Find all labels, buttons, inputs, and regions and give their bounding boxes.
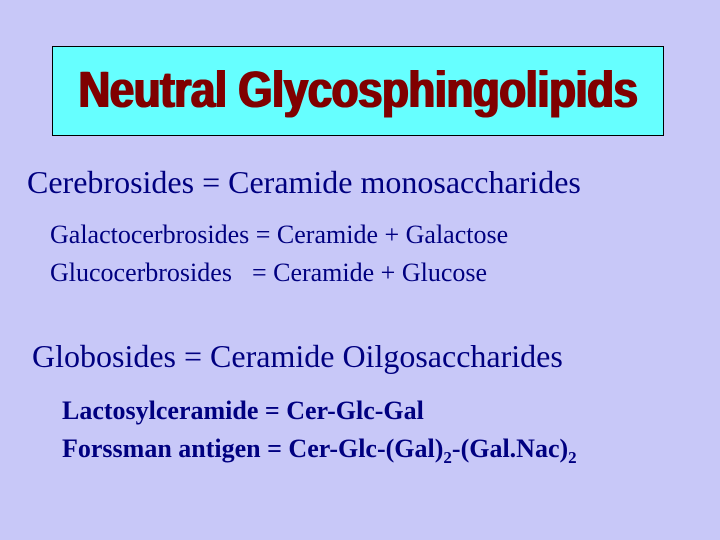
- forssman-antigen-line: [62, 436, 577, 466]
- globosides-heading: Globosides = Ceramide Oilgosaccharides: [32, 338, 563, 374]
- slide-title: Neutral Glycosphingolipids: [78, 62, 638, 119]
- glucocerebrosides-line: [50, 260, 487, 286]
- galactocerebrosides-line: [50, 222, 508, 248]
- forssman-subscript-b: 2: [568, 448, 577, 467]
- forssman-subscript-a: 2: [443, 448, 452, 467]
- title-box: [52, 46, 664, 136]
- cerebrosides-heading: Cerebrosides = Ceramide monosaccharides: [27, 164, 581, 200]
- forssman-part-b: -(Gal.Nac): [451, 434, 569, 463]
- galactocerebrosides-label: Galactocerbrosides: [50, 220, 250, 249]
- galactocerebrosides-definition: = Ceramide + Galactose: [255, 220, 509, 249]
- glucocerebrosides-definition: = Ceramide + Glucose: [251, 258, 488, 287]
- lactosylceramide-line: Lactosylceramide = Cer-Glc-Gal: [62, 396, 424, 425]
- glucocerebrosides-label: Glucocerbrosides: [50, 258, 232, 287]
- forssman-part-a: Forssman antigen = Cer-Glc-(Gal): [62, 434, 444, 463]
